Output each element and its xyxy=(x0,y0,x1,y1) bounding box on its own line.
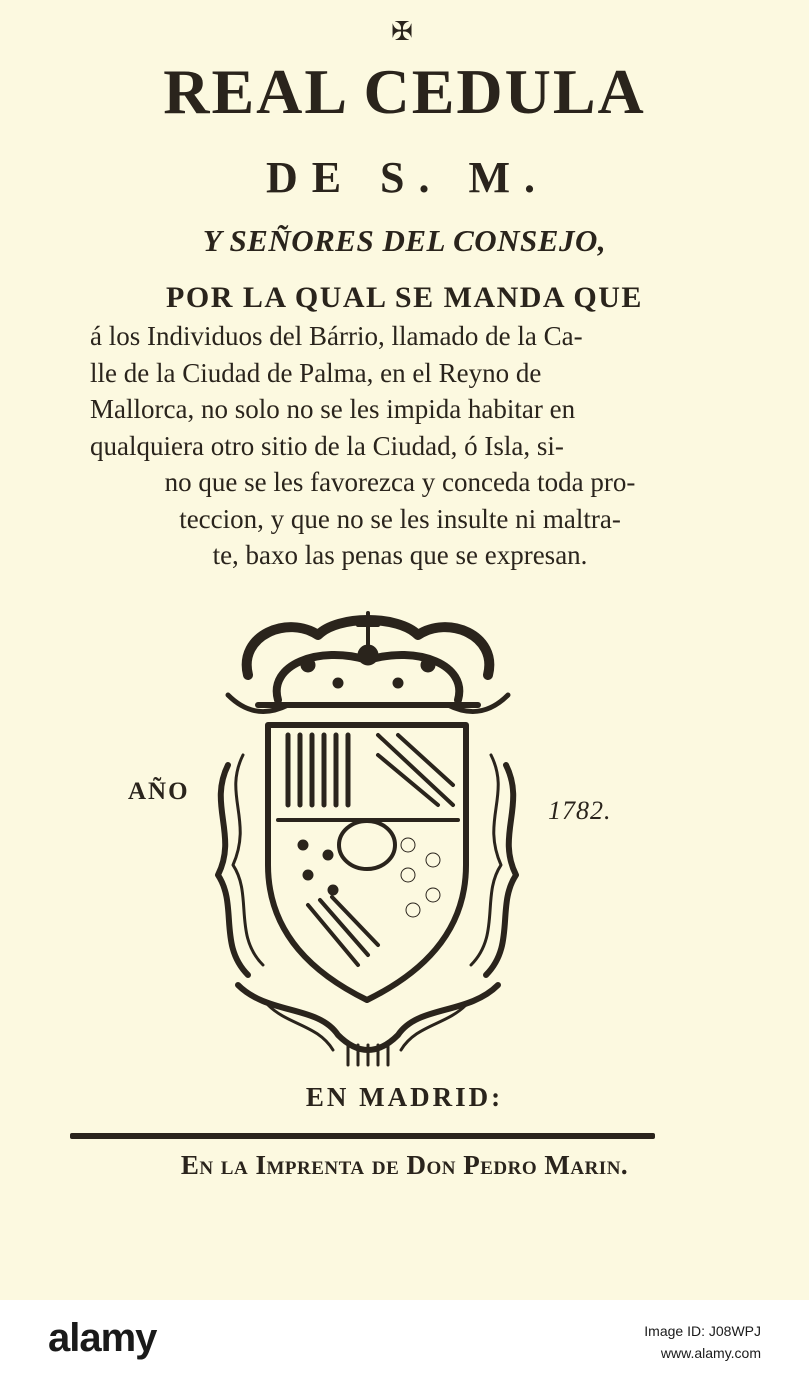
footer-id xyxy=(644,1320,761,1364)
body-line: qualquiera otro sitio de la Ciudad, ó Isla, si- xyxy=(90,430,564,461)
body-line: no que se les favorezca y conceda toda pro- xyxy=(164,467,636,497)
body-line: lle de la Ciudad de Palma, en el Reyno de xyxy=(90,357,542,388)
city-line: EN MADRID: xyxy=(305,1082,504,1112)
body-line: á los Individuos del Bárrio, llamado de la Ca- xyxy=(90,321,583,351)
horizontal-rule xyxy=(70,1133,655,1139)
year-value: 1782. xyxy=(548,796,612,825)
alamy-logo: alamy xyxy=(48,1316,157,1360)
consejo-line: Y SEÑORES DEL CONSEJO, xyxy=(202,223,607,258)
printer-line: En la Imprenta de Don Pedro Marin. xyxy=(180,1150,629,1180)
year-label: AÑO xyxy=(128,778,190,805)
body-line: teccion, y que no se les insulte ni maltra- xyxy=(179,503,621,534)
document-title: REAL CEDULA xyxy=(163,56,646,127)
image-id: Image ID: J08WPJ xyxy=(644,1323,761,1339)
body-line: Mallorca, no solo no se les impida habitar en xyxy=(90,394,576,424)
por-line: POR LA QUAL SE MANDA QUE xyxy=(166,281,643,314)
royal-coat-of-arms-icon xyxy=(208,605,526,1067)
site-url: www.alamy.com xyxy=(660,1345,761,1361)
cross-icon: ✠ xyxy=(391,17,413,46)
document-subtitle: DE S. M. xyxy=(265,153,550,202)
body-line: te, baxo las penas que se expresan. xyxy=(212,540,588,570)
watermark-footer xyxy=(0,1300,809,1390)
document-body xyxy=(90,318,710,574)
